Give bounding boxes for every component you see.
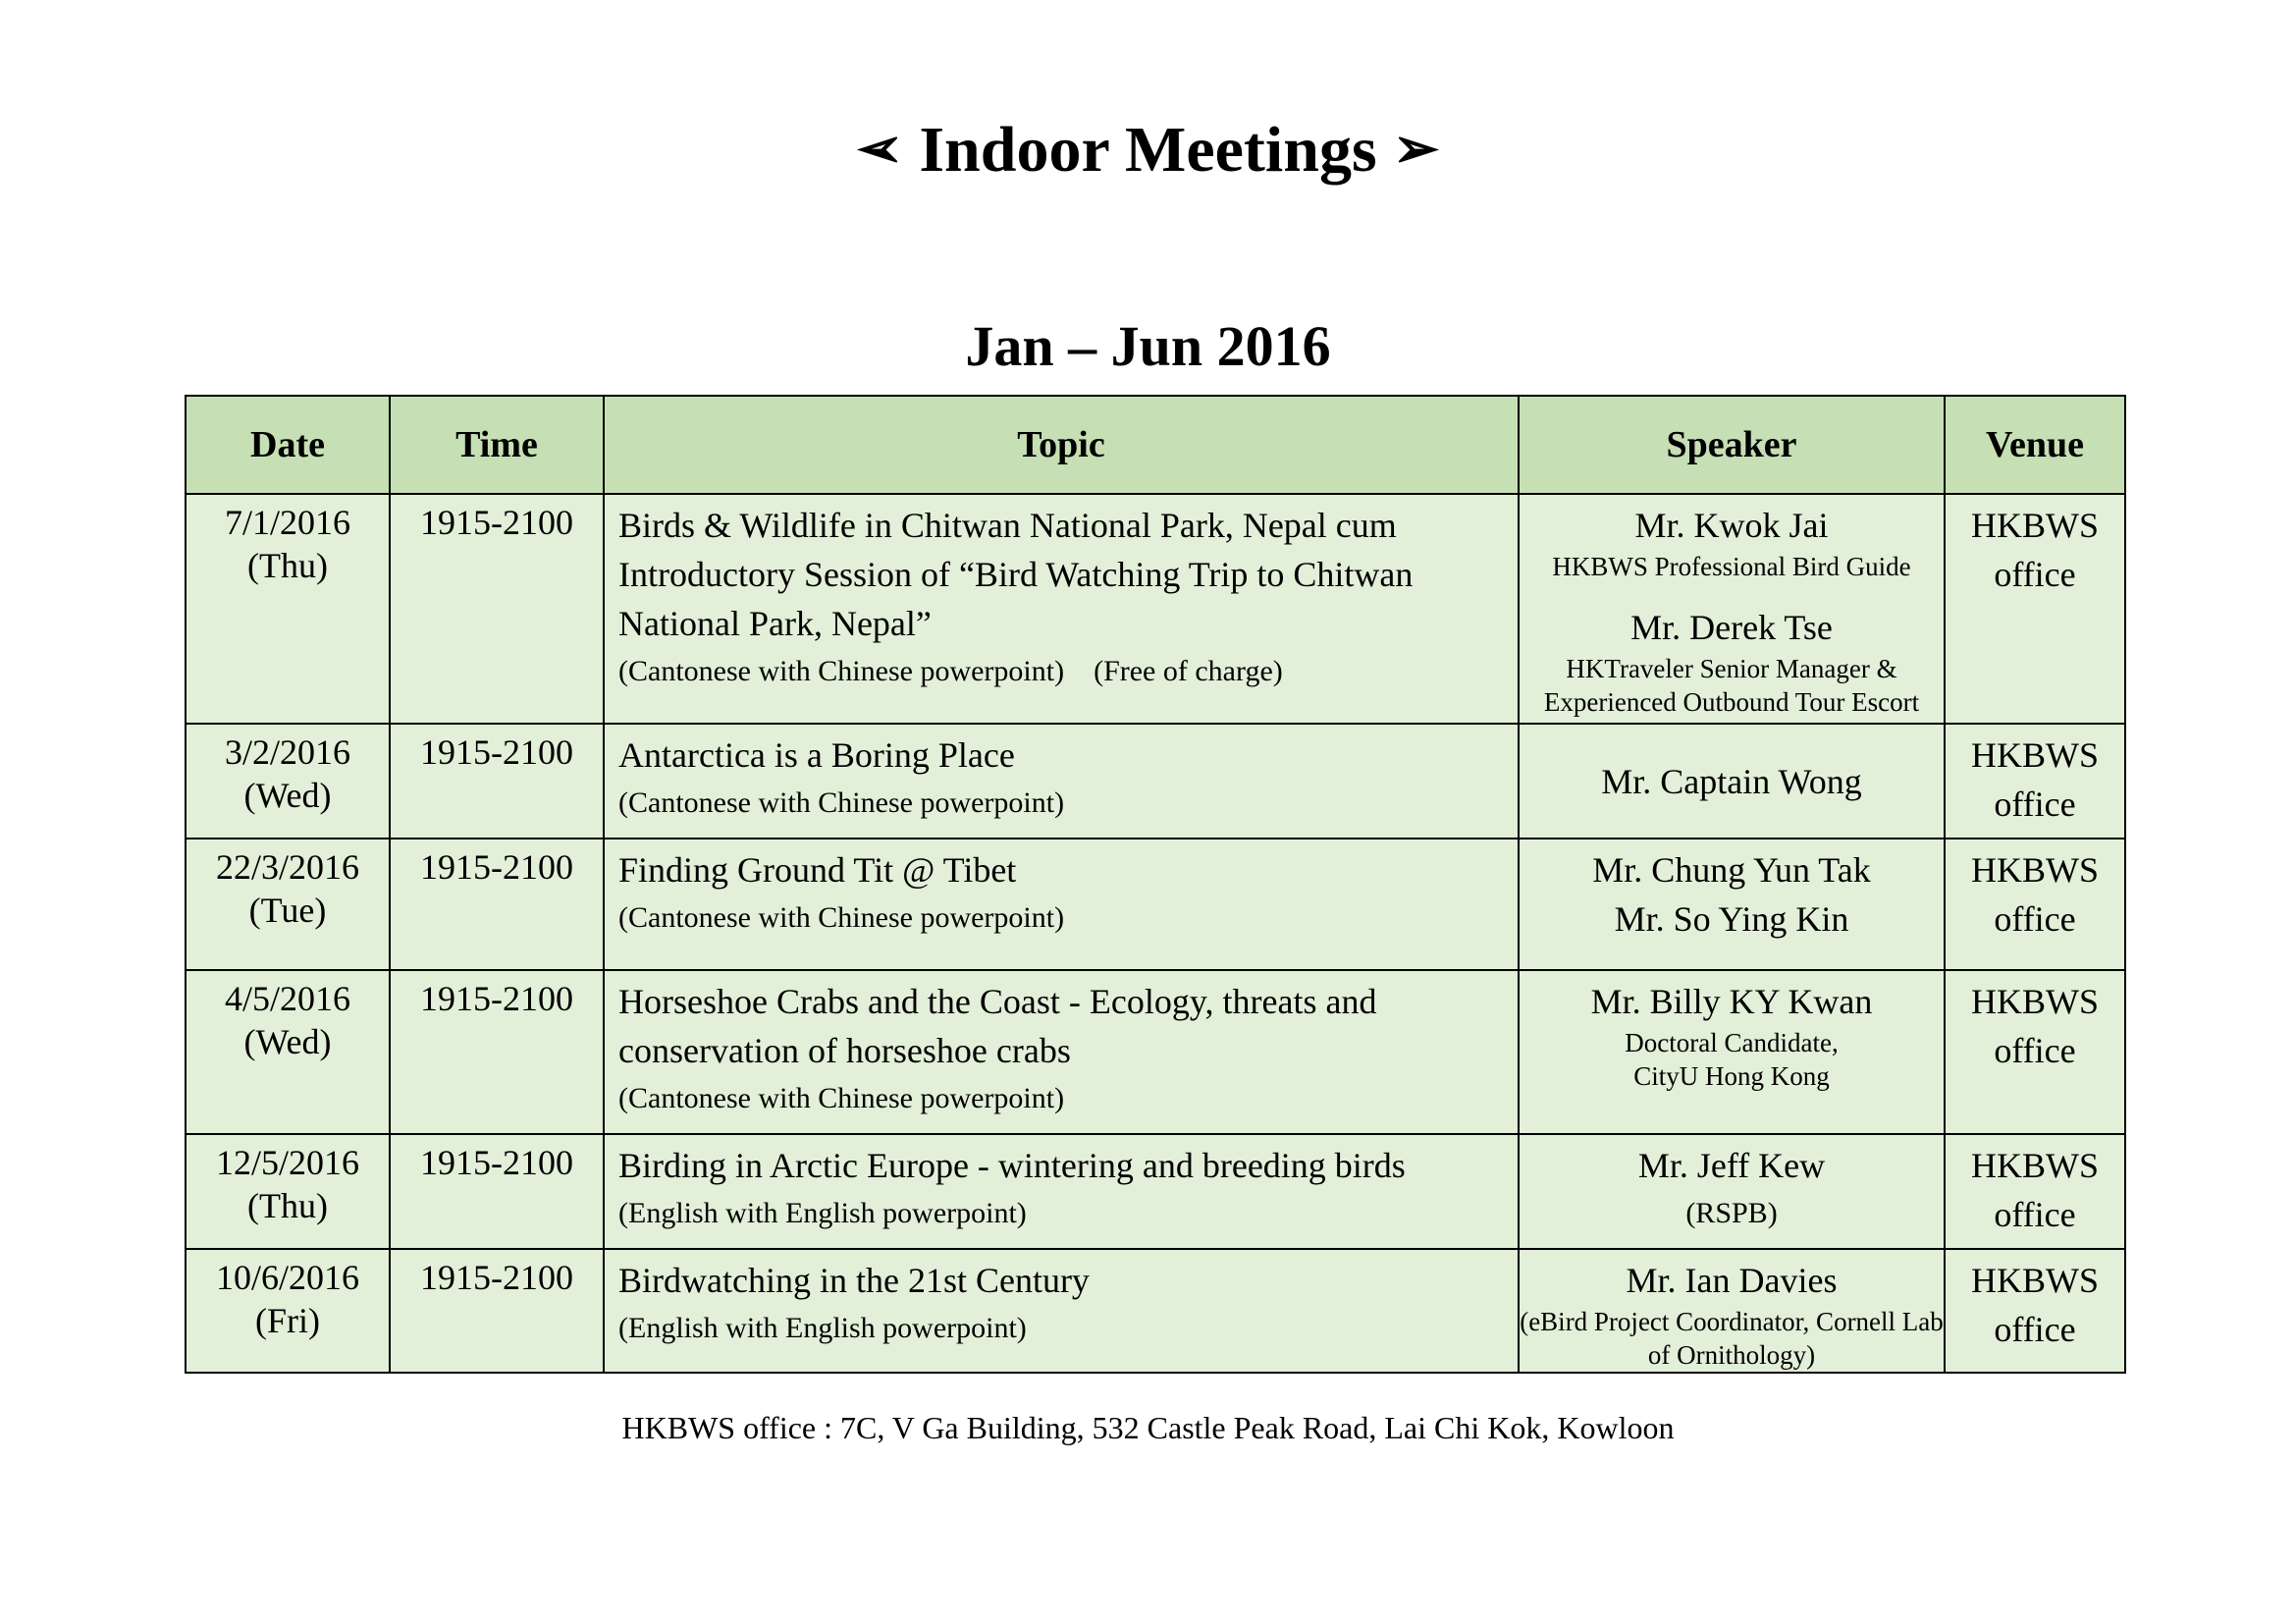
day-value: (Wed)	[243, 776, 332, 815]
venue-type: office	[1994, 555, 2076, 594]
speaker-name: Mr. Kwok Jai	[1634, 506, 1829, 545]
time-value: 1915-2100	[420, 847, 573, 887]
speaker-role: (eBird Project Coordinator, Cornell Lab of Ornithology)	[1520, 1307, 1944, 1370]
venue-type: office	[1994, 899, 2076, 939]
topic-note: (English with English powerpoint)	[618, 1312, 1027, 1344]
topic-note: (Cantonese with Chinese powerpoint)	[618, 786, 1065, 819]
speaker-cell	[1519, 494, 1945, 724]
day-value: (Fri)	[255, 1301, 320, 1340]
venue-type: office	[1994, 1031, 2076, 1070]
time-cell	[390, 1249, 604, 1373]
table-row	[186, 839, 2125, 970]
date-value: 10/6/2016	[215, 1258, 359, 1297]
topic-cell	[604, 1249, 1519, 1373]
topic-title: Birding in Arctic Europe - wintering and breeding birds	[618, 1146, 1406, 1185]
date-value: 22/3/2016	[215, 847, 359, 887]
speaker-role: Doctoral Candidate,	[1625, 1028, 1839, 1057]
date-value: 7/1/2016	[224, 503, 350, 542]
venue-type: office	[1994, 1195, 2076, 1234]
day-value: (Thu)	[247, 1186, 328, 1225]
table-row	[186, 1134, 2125, 1249]
date-cell	[186, 839, 390, 970]
speaker-cell	[1519, 970, 1945, 1134]
speaker-name: Mr. Jeff Kew	[1637, 1146, 1826, 1185]
topic-title: Antarctica is a Boring Place	[618, 735, 1015, 775]
right-arrow-icon: ➢	[1393, 119, 1440, 180]
left-arrow-icon: ➢	[856, 119, 903, 180]
venue-name: HKBWS	[1970, 982, 2099, 1021]
topic-title: Birdwatching in the 21st Century	[618, 1261, 1090, 1300]
date-cell	[186, 1249, 390, 1373]
time-value: 1915-2100	[420, 503, 573, 542]
speaker-cell	[1519, 1134, 1945, 1249]
time-value: 1915-2100	[420, 1143, 573, 1182]
date-value: 3/2/2016	[224, 732, 350, 772]
topic-note: (Cantonese with Chinese powerpoint)	[618, 1082, 1065, 1114]
speaker-name: Mr. Captain Wong	[1601, 761, 1862, 801]
day-value: (Thu)	[247, 546, 328, 585]
time-cell	[390, 970, 604, 1134]
topic-cell	[604, 970, 1519, 1134]
topic-title: Finding Ground Tit @ Tibet	[618, 850, 1017, 890]
date-value: 4/5/2016	[224, 979, 350, 1018]
time-cell	[390, 1134, 604, 1249]
page-subtitle: Jan – Jun 2016	[965, 314, 1331, 378]
header-venue: Venue	[1945, 396, 2125, 494]
header-topic: Topic	[604, 396, 1519, 494]
venue-cell	[1945, 494, 2125, 724]
date-cell	[186, 494, 390, 724]
topic-title: Horseshoe Crabs and the Coast - Ecology, threats and conservation of horseshoe crabs	[618, 982, 1377, 1070]
venue-type: office	[1994, 1310, 2076, 1349]
venue-cell	[1945, 724, 2125, 839]
day-value: (Wed)	[243, 1022, 332, 1061]
topic-cell	[604, 724, 1519, 839]
speaker-name: Mr. Chung Yun Tak	[1592, 850, 1871, 890]
speaker-name: Mr. So Ying Kin	[1614, 899, 1849, 939]
topic-note: (Cantonese with Chinese powerpoint)	[618, 901, 1065, 934]
table-row	[186, 724, 2125, 839]
date-cell	[186, 970, 390, 1134]
venue-name: HKBWS	[1970, 1146, 2099, 1185]
header-date: Date	[186, 396, 390, 494]
speaker-name: Mr. Billy KY Kwan	[1590, 982, 1873, 1021]
speaker-role: HKTraveler Senior Manager & Experienced Outbound Tour Escort	[1543, 654, 1920, 717]
table-row	[186, 1249, 2125, 1373]
venue-name: HKBWS	[1970, 1261, 2099, 1300]
table-header-row	[186, 396, 2125, 494]
time-value: 1915-2100	[420, 732, 573, 772]
page-title	[0, 110, 2296, 189]
speaker-cell	[1519, 839, 1945, 970]
topic-cell	[604, 494, 1519, 724]
date-cell	[186, 1134, 390, 1249]
table-row	[186, 970, 2125, 1134]
speaker-name: Mr. Ian Davies	[1626, 1261, 1838, 1300]
meetings-table	[185, 395, 2126, 1374]
header-speaker: Speaker	[1519, 396, 1945, 494]
venue-cell	[1945, 839, 2125, 970]
venue-type: office	[1994, 785, 2076, 824]
topic-cell	[604, 839, 1519, 970]
speaker-name: Mr. Derek Tse	[1630, 608, 1833, 647]
topic-cell	[604, 1134, 1519, 1249]
speaker-role: HKBWS Professional Bird Guide	[1552, 552, 1911, 581]
page-title-text: Indoor Meetings	[919, 114, 1377, 186]
venue-name: HKBWS	[1970, 735, 2099, 775]
time-cell	[390, 839, 604, 970]
time-cell	[390, 724, 604, 839]
venue-name: HKBWS	[1970, 506, 2099, 545]
speaker-org: (RSPB)	[1685, 1197, 1778, 1229]
topic-note: (Cantonese with Chinese powerpoint) (Free of charge)	[618, 655, 1283, 687]
venue-name: HKBWS	[1970, 850, 2099, 890]
date-value: 12/5/2016	[215, 1143, 359, 1182]
topic-title: Birds & Wildlife in Chitwan National Park, Nepal cum Introductory Session of “Bird Watching Trip to Chitwan National Park, Nepal”	[618, 506, 1414, 643]
venue-address-footer: HKBWS office : 7C, V Ga Building, 532 Castle Peak Road, Lai Chi Kok, Kowloon	[621, 1410, 1675, 1445]
time-cell	[390, 494, 604, 724]
header-time: Time	[390, 396, 604, 494]
venue-cell	[1945, 1249, 2125, 1373]
time-value: 1915-2100	[420, 979, 573, 1018]
table-row	[186, 494, 2125, 724]
speaker-cell	[1519, 1249, 1945, 1373]
speaker-cell	[1519, 724, 1945, 839]
venue-cell	[1945, 1134, 2125, 1249]
topic-note: (English with English powerpoint)	[618, 1197, 1027, 1229]
speaker-role: CityU Hong Kong	[1633, 1061, 1830, 1091]
day-value: (Tue)	[248, 891, 327, 930]
venue-cell	[1945, 970, 2125, 1134]
time-value: 1915-2100	[420, 1258, 573, 1297]
date-cell	[186, 724, 390, 839]
